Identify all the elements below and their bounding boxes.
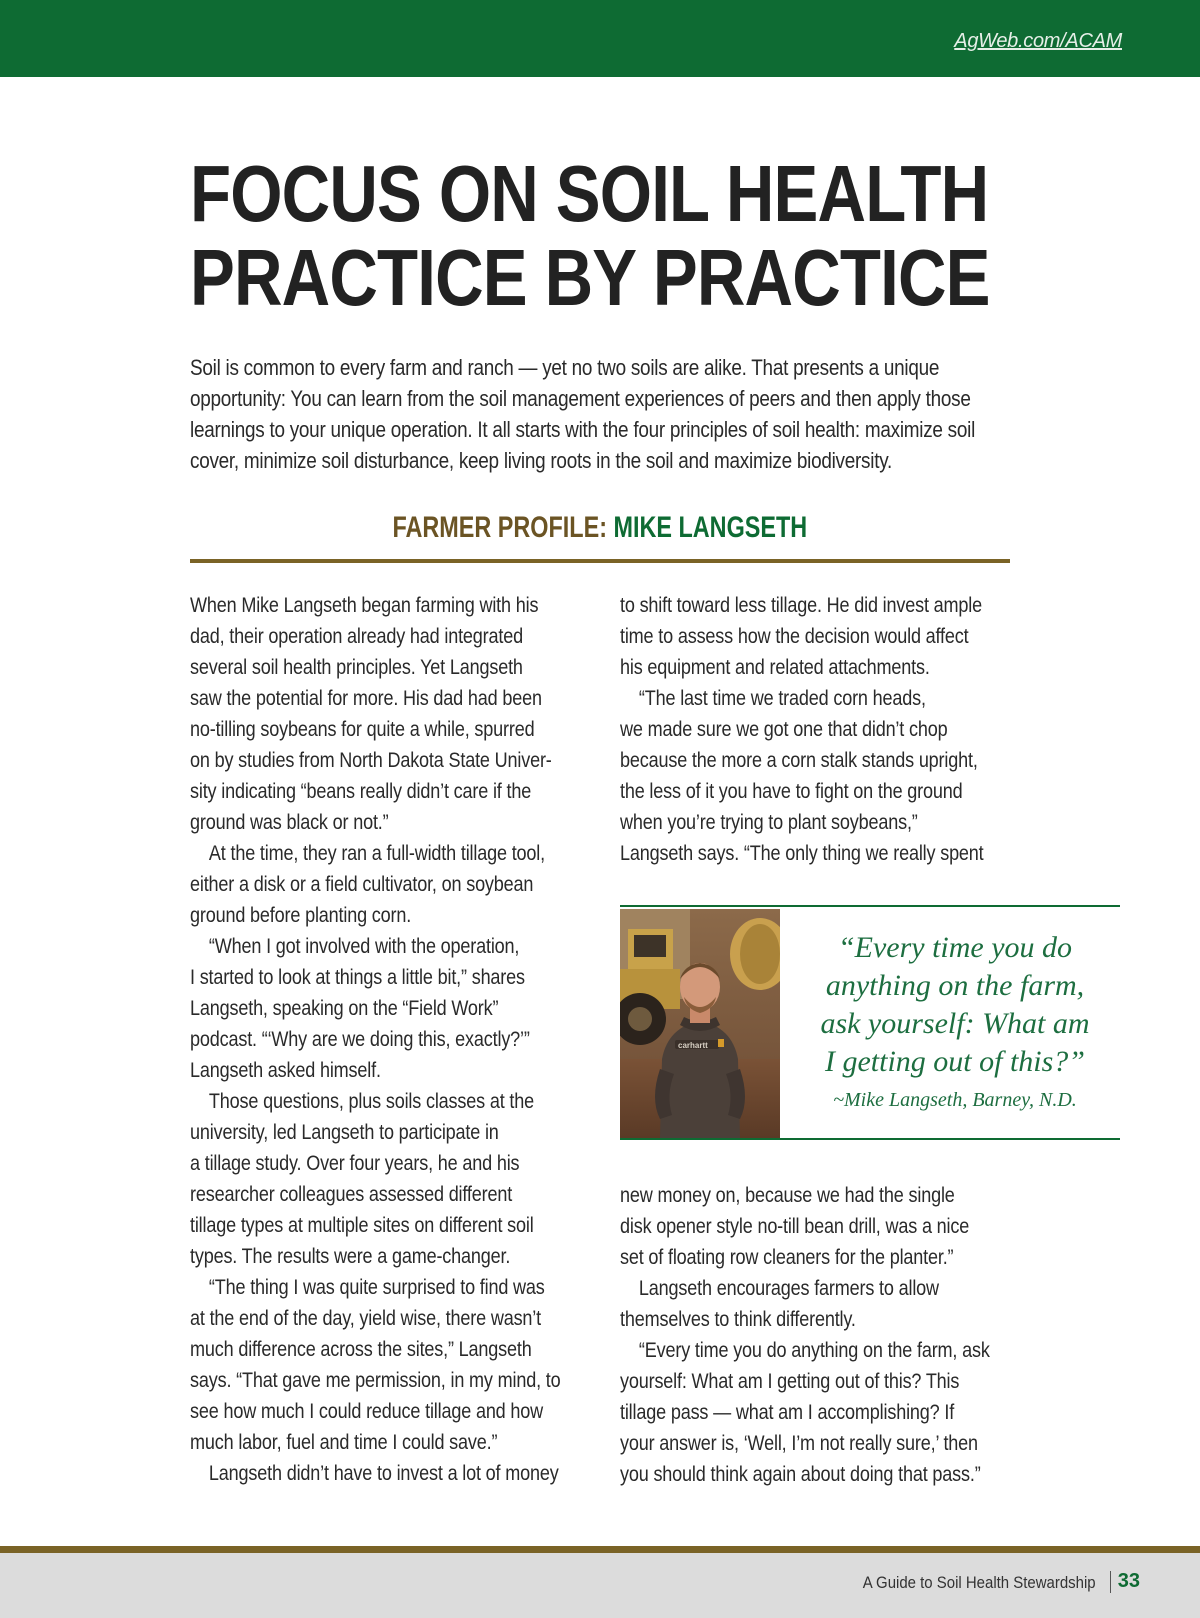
page-title xyxy=(190,149,990,322)
article-column-right-bottom xyxy=(620,1180,1016,1490)
pull-quote-line: ask yourself: What am xyxy=(820,1007,1090,1040)
profile-label: FARMER PROFILE: xyxy=(392,511,608,544)
article-line: tillage types at multiple sites on different soil xyxy=(190,1214,534,1237)
intro-paragraph xyxy=(190,352,998,476)
article-line: At the time, they ran a full-width tillage tool, xyxy=(208,842,545,865)
article-column-left xyxy=(190,590,586,1489)
photo-logo-text: carhartt xyxy=(678,1041,708,1050)
article-line: types. The results were a game-changer. xyxy=(190,1245,511,1268)
publication-title: A Guide to Soil Health Stewardship xyxy=(863,1573,1096,1592)
article-column-right-top xyxy=(620,590,1016,869)
farmer-photo-illustration xyxy=(620,909,780,1138)
article-line: Langseth didn’t have to invest a lot of money xyxy=(208,1462,559,1485)
site-link[interactable]: AgWeb.com/ACAM xyxy=(954,30,1122,52)
article-line: ground before planting corn. xyxy=(190,904,412,927)
intro-line: opportunity: You can learn from the soil management experiences of peers and then apply those xyxy=(190,386,971,411)
farmer-profile-heading xyxy=(190,510,1010,546)
article-line: either a disk or a field cultivator, on soybean xyxy=(190,873,534,896)
pull-quote-line: “Every time you do xyxy=(837,931,1073,964)
page-title-line-2: PRACTICE BY PRACTICE xyxy=(190,233,990,322)
article-line: Langseth, speaking on the “Field Work” xyxy=(190,997,499,1020)
article-line: set of floating row cleaners for the planter.” xyxy=(620,1246,954,1269)
article-line: on by studies from North Dakota State Univer- xyxy=(190,749,552,772)
intro-line: Soil is common to every farm and ranch — yet no two soils are alike. That presents a unique xyxy=(190,355,940,380)
article-line: your answer is, ‘Well, I’m not really sure,’ then xyxy=(620,1432,978,1455)
article-line: disk opener style no-till bean drill, was a nice xyxy=(620,1215,970,1238)
header-bar xyxy=(0,0,1200,77)
footer-separator xyxy=(1110,1571,1111,1593)
farmer-profile-heading-text xyxy=(393,510,808,546)
article-line: no-tilling soybeans for quite a while, spurred xyxy=(190,718,535,741)
article-line: saw the potential for more. His dad had been xyxy=(190,687,542,710)
article-line: podcast. “‘Why are we doing this, exactly?’” xyxy=(190,1028,530,1051)
article-line: sity indicating “beans really didn’t care if the xyxy=(190,780,532,803)
article-line: at the end of the day, yield wise, there wasn’t xyxy=(190,1307,541,1330)
profile-divider xyxy=(190,559,1010,563)
article-line: themselves to think differently. xyxy=(620,1308,856,1331)
page-title-line-1: FOCUS ON SOIL HEALTH xyxy=(190,149,989,238)
article-line: “The last time we traded corn heads, xyxy=(638,687,926,710)
article-line: yourself: What am I getting out of this? This xyxy=(620,1370,960,1393)
profile-name: MIKE LANGSETH xyxy=(613,511,808,544)
article-line: university, led Langseth to participate in xyxy=(190,1121,499,1144)
intro-line: learnings to your unique operation. It all starts with the four principles of soil health: maximize soil xyxy=(190,417,976,442)
article-line: his equipment and related attachments. xyxy=(620,656,930,679)
article-line: a tillage study. Over four years, he and his xyxy=(190,1152,520,1175)
article-line: to shift toward less tillage. He did invest ample xyxy=(620,594,982,617)
article-line: When Mike Langseth began farming with his xyxy=(190,594,539,617)
article-line: time to assess how the decision would affect xyxy=(620,625,969,648)
article-line: tillage pass — what am I accomplishing? If xyxy=(620,1401,955,1424)
article-line: researcher colleagues assessed different xyxy=(190,1183,513,1206)
article-line: we made sure we got one that didn’t chop xyxy=(620,718,948,741)
article-line: see how much I could reduce tillage and how xyxy=(190,1400,544,1423)
pull-quote-line: anything on the farm, xyxy=(825,969,1085,1002)
article-line: “When I got involved with the operation, xyxy=(208,935,520,958)
article-line: the less of it you have to fight on the ground xyxy=(620,780,963,803)
article-line: you should think again about doing that pass.” xyxy=(620,1463,981,1486)
intro-line: cover, minimize soil disturbance, keep living roots in the soil and maximize biodiversity. xyxy=(190,448,893,473)
article-line: much difference across the sites,” Langseth xyxy=(190,1338,532,1361)
article-line: Langseth asked himself. xyxy=(190,1059,381,1082)
article-line: because the more a corn stalk stands upright, xyxy=(620,749,978,772)
article-line: Those questions, plus soils classes at the xyxy=(208,1090,534,1113)
article-line: “Every time you do anything on the farm, ask xyxy=(638,1339,990,1362)
article-line: “The thing I was quite surprised to find was xyxy=(208,1276,545,1299)
page-footer xyxy=(0,1553,1200,1618)
article-line: much labor, fuel and time I could save.” xyxy=(190,1431,498,1454)
pull-quote-attribution: ~Mike Langseth, Barney, N.D. xyxy=(833,1089,1077,1111)
article-line: when you’re trying to plant soybeans,” xyxy=(620,811,918,834)
article-line: Langseth says. “The only thing we really spent xyxy=(620,842,984,865)
pull-quote-line: I getting out of this?” xyxy=(824,1045,1085,1078)
pull-quote-box xyxy=(620,905,1120,1140)
farmer-photo xyxy=(620,909,780,1138)
page-number: 33 xyxy=(1117,1570,1140,1592)
article-line: ground was black or not.” xyxy=(190,811,389,834)
article-line: new money on, because we had the single xyxy=(620,1184,955,1207)
footer-divider xyxy=(0,1546,1200,1553)
article-line: Langseth encourages farmers to allow xyxy=(638,1277,939,1300)
article-line: I started to look at things a little bit,” shares xyxy=(190,966,525,989)
article-line: says. “That gave me permission, in my mind, to xyxy=(190,1369,561,1392)
article-line: dad, their operation already had integrated xyxy=(190,625,523,648)
pull-quote-text xyxy=(795,929,1115,1081)
article-line: several soil health principles. Yet Langseth xyxy=(190,656,523,679)
